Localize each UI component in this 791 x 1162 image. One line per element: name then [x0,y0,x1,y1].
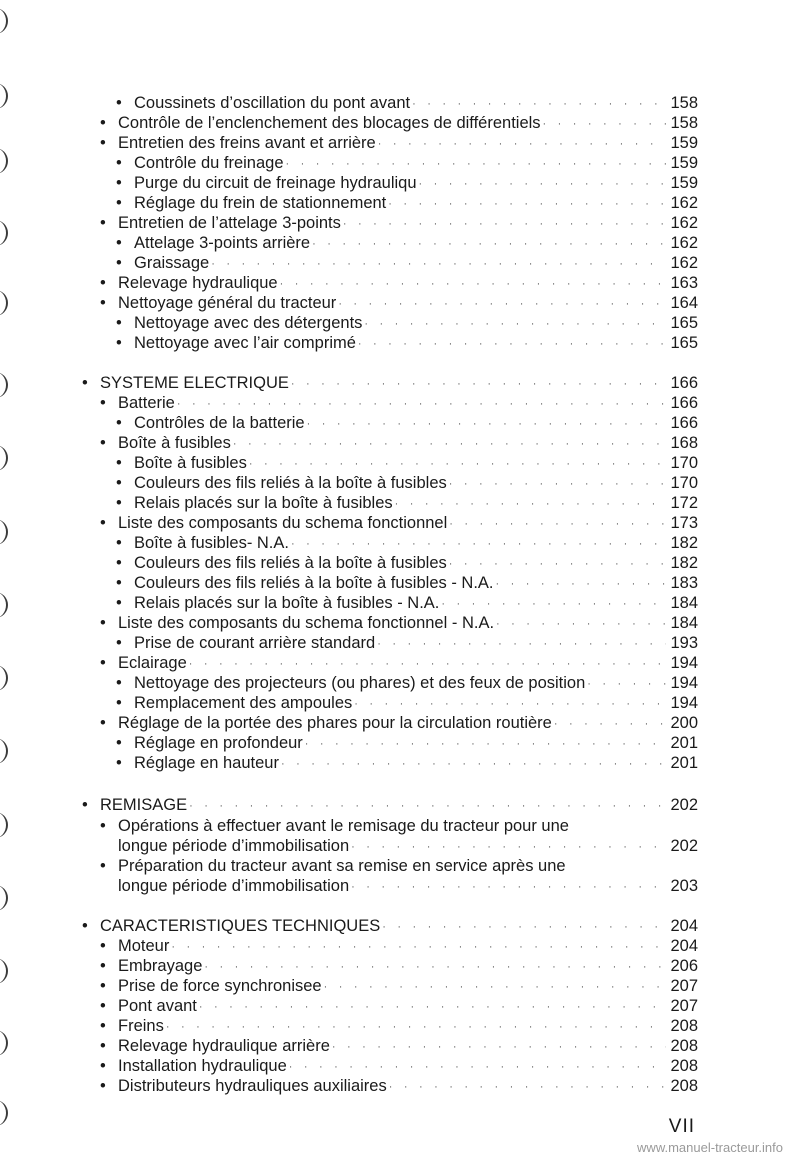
toc-page-number: 166 [670,394,698,412]
bullet: • [100,1077,106,1095]
toc-page-number: 159 [670,174,698,192]
toc-entry-title: Attelage 3-points arrière [134,234,311,252]
toc-page-number: 166 [670,414,698,432]
toc-entry [100,712,698,734]
bullet: • [116,314,122,332]
toc-entry [116,732,698,754]
toc-entry [116,572,698,594]
toc-entry-title: Installation hydraulique [118,1057,287,1075]
bullet: • [116,234,122,252]
bullet: • [116,534,122,552]
toc-entry-title: longue période d’immobilisation [118,837,350,855]
toc-entry [100,995,698,1017]
toc-entry-title: Relevage hydraulique arrière [118,1037,330,1055]
toc-entry [100,112,698,134]
toc-entry-title: Contrôles de la batterie [134,414,305,432]
toc-page-number: 173 [670,514,698,532]
toc-page-number: 206 [670,957,698,975]
bullet: • [82,917,88,935]
toc-entry [116,472,698,494]
bullet: • [116,474,122,492]
toc-entry-title: SYSTEME ELECTRIQUE [100,374,289,392]
bullet: • [100,394,106,412]
toc-page-number: 159 [670,154,698,172]
toc-entry-title: Nettoyage général du tracteur [118,294,337,312]
toc-entry-continuation [118,875,698,897]
bullet: • [100,957,106,975]
toc-entry [116,252,698,274]
toc-entry [100,975,698,997]
toc-page-number: 194 [670,674,698,692]
toc-entry [116,752,698,774]
toc-page-number: 163 [670,274,698,292]
toc-entry [116,152,698,174]
bullet: • [116,334,122,352]
toc-entry-title: Opérations à effectuer avant le remisage du tracteur pour une [118,817,569,835]
bullet: • [100,1057,106,1075]
bullet: • [100,654,106,672]
toc-page-number: 158 [670,114,698,132]
toc-entry [116,632,698,654]
toc-entry [116,172,698,194]
toc-entry [100,392,698,414]
toc-entry-title: Purge du circuit de freinage hydrauliqu [134,174,417,192]
toc-entry-continuation [118,835,698,857]
toc-entry-title: Entretien de l’attelage 3-points [118,214,341,232]
toc-page-number: 172 [670,494,698,512]
toc-entry [100,132,698,154]
watermark-url: www.manuel-tracteur.info [637,1140,783,1155]
toc-page-number: 202 [670,796,698,814]
toc-page-number: 194 [670,694,698,712]
bullet: • [116,414,122,432]
toc-entry-title: Couleurs des fils reliés à la boîte à fusibles - N.A. [134,574,494,592]
toc-page-number: 193 [670,634,698,652]
toc-entry-title: Contrôle du freinage [134,154,284,172]
bullet: • [100,514,106,532]
toc-entry-title: Couleurs des fils reliés à la boîte à fusibles [134,554,447,572]
dot-leader [389,1076,667,1098]
toc-entry [100,512,698,534]
toc-entry-title: Liste des composants du schema fonctionnel [118,514,448,532]
toc-entry-title: Préparation du tracteur avant sa remise en service après une [118,857,566,875]
dot-leader [351,876,666,898]
toc-page-number: 162 [670,254,698,272]
bullet: • [100,937,106,955]
bullet: • [100,274,106,292]
bullet: • [100,997,106,1015]
toc-page-number: 201 [670,754,698,772]
bullet: • [82,796,88,814]
toc-entry-title: Liste des composants du schema fonctionnel - N.A. [118,614,495,632]
toc-entry-title: Distributeurs hydrauliques auxiliaires [118,1077,387,1095]
toc-entry-title: Nettoyage avec l’air comprimé [134,334,356,352]
bullet: • [116,574,122,592]
bullet: • [100,857,106,875]
bullet: • [116,694,122,712]
toc-page-number: 208 [670,1017,698,1035]
toc-page-number: 162 [670,194,698,212]
toc-page-number: 194 [670,654,698,672]
toc-entry [100,1055,698,1077]
toc-entry-title: Nettoyage des projecteurs (ou phares) et des feux de position [134,674,586,692]
toc-entry-title: Prise de force synchronisee [118,977,322,995]
toc-entry [100,272,698,294]
toc-entry-title: Réglage en hauteur [134,754,279,772]
toc-page-number: 208 [670,1077,698,1095]
toc-entry-title: longue période d’immobilisation [118,877,350,895]
toc-entry [116,412,698,434]
toc-entry-title: REMISAGE [100,796,188,814]
toc-page-number: 182 [670,554,698,572]
bullet: • [100,977,106,995]
toc-entry-title: Contrôle de l’enclenchement des blocages de différentiels [118,114,541,132]
bullet: • [100,434,106,452]
toc-entry-title: Réglage du frein de stationnement [134,194,387,212]
bullet: • [100,714,106,732]
bullet: • [116,454,122,472]
toc-entry-title: Boîte à fusibles [118,434,231,452]
toc-entry-title: Relais placés sur la boîte à fusibles - N.A. [134,594,440,612]
toc-entry [100,935,698,957]
bullet: • [116,194,122,212]
toc-page-number: 165 [670,314,698,332]
toc-entry [116,192,698,214]
toc-page-number: 204 [670,917,698,935]
bullet: • [116,94,122,112]
bullet: • [100,294,106,312]
bullet: • [100,114,106,132]
bullet: • [116,754,122,772]
toc-page-number: 170 [670,474,698,492]
toc-entry [116,592,698,614]
toc-entry-title: Graissage [134,254,210,272]
toc-page-number: 158 [670,94,698,112]
bullet: • [116,554,122,572]
toc-page-number: 162 [670,234,698,252]
toc-page-number: 202 [670,837,698,855]
toc-page-number: 207 [670,997,698,1015]
toc-entry-title: Boîte à fusibles- N.A. [134,534,289,552]
toc-page-number: 165 [670,334,698,352]
bullet: • [116,634,122,652]
toc-page-number: 204 [670,937,698,955]
bullet: • [100,214,106,232]
toc-entry [116,452,698,474]
bullet: • [100,614,106,632]
page-folio: VII [668,1116,695,1137]
toc-page-number: 164 [670,294,698,312]
toc-entry-title: Réglage en profondeur [134,734,303,752]
bullet: • [116,174,122,192]
bullet: • [100,134,106,152]
toc-entry [100,432,698,454]
toc-entry [100,1075,698,1097]
bullet: • [116,254,122,272]
toc-page-number: 201 [670,734,698,752]
toc-entry-title: Prise de courant arrière standard [134,634,376,652]
toc-page-number: 208 [670,1057,698,1075]
toc-entry [116,232,698,254]
toc-page-number: 208 [670,1037,698,1055]
bullet: • [100,817,106,835]
toc-entry [116,332,698,354]
toc-entry [100,212,698,234]
bullet: • [116,674,122,692]
toc-page-number: 162 [670,214,698,232]
toc-entry-title: Batterie [118,394,175,412]
toc-entry [116,672,698,694]
dot-leader [189,795,666,817]
toc-page-number: 183 [670,574,698,592]
toc-entry [116,532,698,554]
toc-entry [100,612,698,634]
toc-page-number: 200 [670,714,698,732]
toc-entry-title: CARACTERISTIQUES TECHNIQUES [100,917,381,935]
toc-entry-first-line [100,855,566,877]
toc-entry-title: Pont avant [118,997,197,1015]
toc-entry-title: Boîte à fusibles [134,454,247,472]
toc-page-number: 170 [670,454,698,472]
bullet: • [82,374,88,392]
toc-entry [100,292,698,314]
toc-page-number: 182 [670,534,698,552]
toc-page-number: 207 [670,977,698,995]
toc-entry [116,492,698,514]
toc-entry-title: Nettoyage avec des détergents [134,314,363,332]
toc-entry [100,955,698,977]
bullet: • [116,594,122,612]
toc-section-heading [82,915,698,937]
toc-entry-title: Couleurs des fils reliés à la boîte à fusibles [134,474,447,492]
bullet: • [100,1037,106,1055]
toc-entry [116,692,698,714]
toc-entry [100,1015,698,1037]
toc-entry-title: Embrayage [118,957,203,975]
toc-entry [116,552,698,574]
toc-entry-title: Remplacement des ampoules [134,694,353,712]
dot-leader [358,333,667,355]
toc-section-heading [82,794,698,816]
dot-leader [281,753,667,775]
toc-entry-title: Eclairage [118,654,187,672]
toc-entry [116,92,698,114]
toc-section-heading [82,372,698,394]
toc-entry-title: Relais placés sur la boîte à fusibles [134,494,393,512]
bullet: • [116,734,122,752]
toc-entry-title: Réglage de la portée des phares pour la circulation routière [118,714,552,732]
toc-entry-title: Freins [118,1017,164,1035]
toc-page-number: 184 [670,614,698,632]
toc-entry-title: Coussinets d’oscillation du pont avant [134,94,411,112]
bullet: • [116,494,122,512]
bullet: • [116,154,122,172]
toc-entry [100,1035,698,1057]
toc-entry-first-line [100,815,569,837]
toc-page-number: 184 [670,594,698,612]
toc-entry-title: Moteur [118,937,170,955]
toc-page-number: 203 [670,877,698,895]
toc-entry [100,652,698,674]
toc-entry-title: Entretien des freins avant et arrière [118,134,376,152]
toc-entry-title: Relevage hydraulique [118,274,278,292]
toc-page-number: 166 [670,374,698,392]
toc-page-number: 168 [670,434,698,452]
toc-page-number: 159 [670,134,698,152]
bullet: • [100,1017,106,1035]
toc-entry [116,312,698,334]
